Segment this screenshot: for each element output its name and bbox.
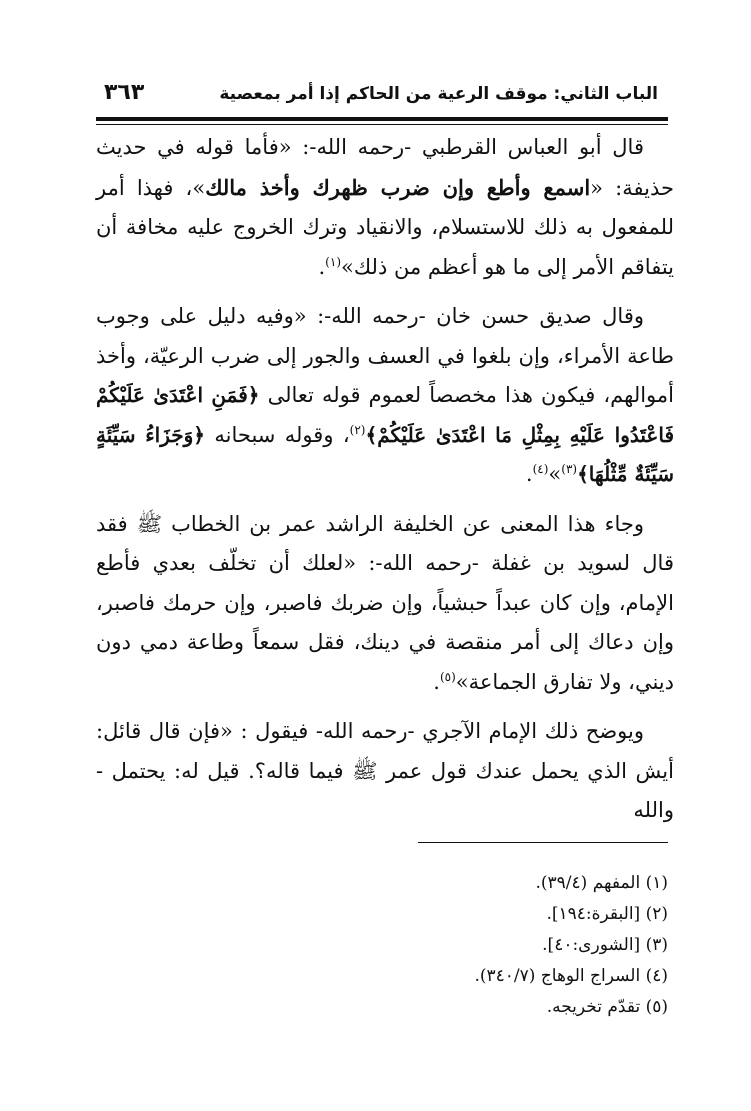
- paragraph-qurtubi: [96, 128, 674, 287]
- paragraph-text: قال أبو العباس القرطبي -رحمه الله-: «فأما قوله في حديث حذيفة: «: [96, 135, 674, 200]
- footnote-5: (٥) تقدّم تخريجه.: [546, 997, 668, 1017]
- paragraph-text: .: [525, 462, 533, 486]
- footnote-ref: (٣): [561, 462, 578, 476]
- paragraph-text: ، وقوله سبحانه: [204, 422, 350, 447]
- header-rule-thick: [96, 117, 668, 121]
- quran-verse: ﴿فَمَنِ اعْتَدَىٰ عَلَيْكُمْ فَاعْتَدُوا عَلَيْهِ بِمِثْلِ مَا اعْتَدَىٰ عَلَيْكُمْ﴾: [96, 383, 675, 447]
- page-number: ٣٦٣: [104, 80, 145, 105]
- paragraph-ajurri: [96, 712, 674, 831]
- footnote-ref: (١): [325, 254, 341, 269]
- main-text: [96, 128, 674, 831]
- footnote-separator: [418, 842, 668, 843]
- paragraph-umar: [96, 505, 674, 703]
- paragraph-text: »، فهذا أمر للمفعول به ذلك للاستسلام، والانقياد وترك الخروج عليه مخافة أن يتفاقم الأمر إلى ما هو أعظم من ذلك»: [96, 175, 674, 279]
- paragraph-text: ويوضح ذلك الإمام الآجري -رحمه الله- فيقول : «فإن قال قائل: أيش الذي يحمل عندك قول عمر ﷺ فيما قاله؟. قيل له: يحتمل - والله: [96, 719, 674, 822]
- header-rule-thin: [96, 124, 668, 125]
- footnote-ref: (٢): [349, 422, 366, 437]
- running-head: الباب الثاني: موقف الرعية من الحاكم إذا أمر بمعصية: [219, 84, 658, 104]
- footnotes: [300, 868, 668, 1023]
- quran-verse: ﴿وَجَزَاءُ سَيِّئَةٍ سَيِّئَةٌ مِّثْلُهَا﴾: [96, 422, 674, 486]
- paragraph-text: .: [433, 669, 440, 694]
- footnote-ref: (٤): [532, 462, 549, 476]
- footnote-3: (٣) [الشورى:٤٠].: [542, 935, 668, 955]
- footnote-4: (٤) السراج الوهاج (٣٤٠/٧).: [474, 966, 668, 986]
- paragraph-text: .: [318, 254, 326, 279]
- paragraph-text: وجاء هذا المعنى عن الخليفة الراشد عمر بن الخطاب ﷺ فقد قال لسويد بن غفلة -رحمه الله-: «لعلك أن تخلّف بعدي فأطع الإمام، وإن كان عبداً حبشياً، وإن ضربك فاصبر، وإن حرمك فاصبر، وإن دعاك إلى أمر منقصة في دينك، فقل سمعاً وطاعة دمي دون ديني، ولا تفارق الجماعة»: [96, 511, 674, 694]
- paragraph-siddiq-hasan-khan: [96, 297, 674, 495]
- page-header: [96, 82, 668, 112]
- footnote-ref: (٥): [439, 669, 456, 684]
- paragraph-text: وقال صديق حسن خان -رحمه الله-: «وفيه دليل على وجوب طاعة الأمراء، وإن بلغوا في العسف والجور إلى ضرب الرعيّة، وأخذ أموالهم، فيكون هذا مخصصاً لعموم قوله تعالى: [96, 304, 674, 407]
- hadith-quote: اسمع وأطع وإن ضرب ظهرك وأخذ مالك: [205, 174, 591, 200]
- footnote-2: (٢) [البقرة:١٩٤].: [546, 904, 668, 924]
- footnote-1: (١) المفهم (٣٩/٤).: [535, 873, 668, 893]
- paragraph-text: »: [548, 462, 562, 486]
